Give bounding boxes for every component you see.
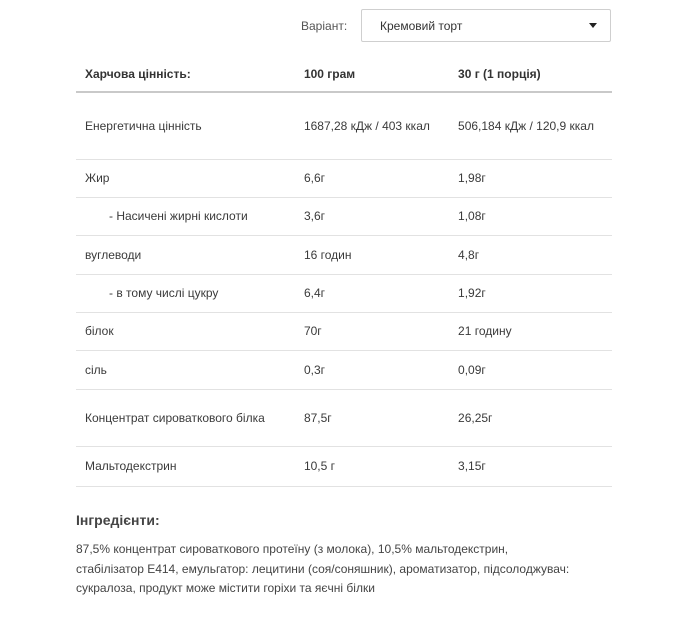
value-per-serving: 1,08г bbox=[449, 197, 612, 235]
variant-selector bbox=[301, 9, 611, 42]
nutrition-table bbox=[76, 57, 612, 487]
value-per-serving: 3,15г bbox=[449, 446, 612, 486]
table-row bbox=[76, 274, 612, 312]
table-row bbox=[76, 389, 612, 446]
value-per-100g: 3,6г bbox=[295, 197, 449, 235]
nutrient-name: Мальтодекстрин bbox=[76, 446, 295, 486]
value-per-100g: 6,4г bbox=[295, 274, 449, 312]
value-per-100g: 6,6г bbox=[295, 159, 449, 197]
variant-selected-value: Кремовий торт bbox=[380, 18, 463, 33]
nutrient-name: Енергетична цінність bbox=[76, 92, 295, 159]
value-per-serving: 0,09г bbox=[449, 350, 612, 389]
nutrient-name: сіль bbox=[76, 350, 295, 389]
value-per-100g: 87,5г bbox=[295, 389, 449, 446]
ingredients-title: Інгредієнти: bbox=[76, 512, 160, 528]
value-per-100g: 10,5 г bbox=[295, 446, 449, 486]
value-per-serving: 21 годину bbox=[449, 312, 612, 350]
value-per-100g: 70г bbox=[295, 312, 449, 350]
nutrition-table-header bbox=[76, 57, 612, 92]
table-row bbox=[76, 312, 612, 350]
value-per-serving: 1,92г bbox=[449, 274, 612, 312]
value-per-100g: 16 годин bbox=[295, 235, 449, 274]
nutrient-name: - Насичені жирні кислоти bbox=[76, 197, 295, 235]
value-per-serving: 4,8г bbox=[449, 235, 612, 274]
value-per-serving: 1,98г bbox=[449, 159, 612, 197]
table-row bbox=[76, 350, 612, 389]
value-per-100g: 0,3г bbox=[295, 350, 449, 389]
nutrient-name: - в тому числі цукру bbox=[76, 274, 295, 312]
header-per-100g: 100 грам bbox=[295, 57, 449, 92]
table-row bbox=[76, 159, 612, 197]
table-row bbox=[76, 235, 612, 274]
table-row bbox=[76, 92, 612, 159]
value-per-serving: 26,25г bbox=[449, 389, 612, 446]
variant-label: Варіант: bbox=[301, 18, 348, 33]
nutrient-name: білок bbox=[76, 312, 295, 350]
variant-dropdown[interactable] bbox=[361, 9, 611, 42]
header-per-serving: 30 г (1 порція) bbox=[449, 57, 612, 92]
nutrient-name: Жир bbox=[76, 159, 295, 197]
table-row bbox=[76, 197, 612, 235]
chevron-down-icon bbox=[589, 23, 597, 28]
nutrient-name: Концентрат сироваткового білка bbox=[76, 389, 295, 446]
value-per-100g: 1687,28 кДж / 403 ккал bbox=[295, 92, 449, 159]
ingredients-text: 87,5% концентрат сироваткового протеїну (з молока), 10,5% мальтодекстрин, стабілізатор E414, емульгатор: лецитини (соя/соняшник), ароматизатор, підсолоджувач: сукралоза, продукт може містити горіхи та яєчні білки bbox=[76, 542, 570, 595]
header-nutrient: Харчова цінність: bbox=[76, 57, 295, 92]
value-per-serving: 506,184 кДж / 120,9 ккал bbox=[449, 92, 612, 159]
nutrient-name: вуглеводи bbox=[76, 235, 295, 274]
table-row bbox=[76, 446, 612, 486]
